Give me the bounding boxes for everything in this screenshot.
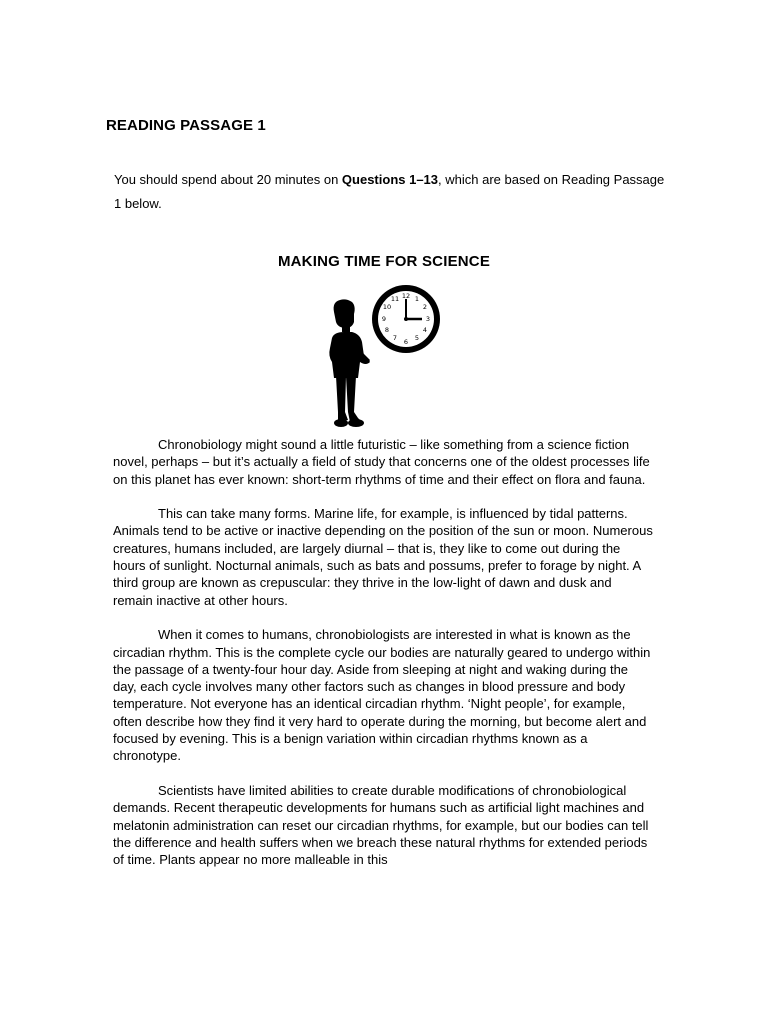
passage-paragraph: When it comes to humans, chronobiologists are interested in what is known as the circadian rhythm. This is the complete cycle our bodies are naturally geared to undergo within the passage of a twenty-four hour day. Aside from sleeping at night and waking during the day, each cycle involves many other factors such as changes in blood pressure and body temperature. Not everyone has an identical circadian rhythm. ‘Night people’, for example, often describe how they find it very hard to operate during the morning, but become alert and focused by evening. This is a benign variation within circadian rhythms known as a chronotype.	[113, 627, 651, 764]
wall-clock-icon	[372, 285, 440, 353]
clock-number: 8	[384, 326, 390, 334]
passage-paragraph: Scientists have limited abilities to create durable modifications of chronobiological demands. Recent therapeutic developments for humans such as artificial light machines and melatonin administration can reset our circadian rhythms, for example, but our bodies can tell the difference and health suffers when we breach these natural rhythms for extended periods of time. Plants appear no more malleable in this	[113, 782, 649, 868]
passage-paragraph: Chronobiology might sound a little futuristic – like something from a science fiction novel, perhaps – but it’s actually a field of study that concerns one of the oldest processes life on this planet has ever known: short-term rhythms of time and their effect on flora and fauna.	[113, 437, 650, 487]
clock-number: 5	[414, 334, 420, 342]
clock-number: 3	[425, 315, 431, 323]
clock-number: 10	[382, 303, 392, 311]
instructions-prefix: You should spend about 20 minutes on	[114, 172, 342, 187]
clock-number: 11	[390, 295, 400, 303]
clock-number: 7	[392, 334, 398, 342]
illustration	[322, 282, 448, 430]
clock-number: 9	[381, 315, 387, 323]
clock-number: 2	[422, 303, 428, 311]
passage-paragraph: This can take many forms. Marine life, for example, is influenced by tidal patterns. Animals tend to be active or inactive depending on the position of the sun or moon. Numerous creatures, humans included, are largely diurnal – that is, they like to come out during the hours of sunlight. Nocturnal animals, such as bats and possums, prefer to forage by night. A third group are known as crepuscular: they thrive in the low-light of dawn and dusk and remain inactive at other hours.	[113, 506, 653, 608]
passage-title: MAKING TIME FOR SCIENCE	[277, 253, 491, 270]
instructions	[114, 168, 674, 215]
clock-number: 4	[422, 326, 428, 334]
instructions-questions: Questions 1–13	[341, 172, 439, 187]
section-heading: READING PASSAGE 1	[106, 117, 266, 134]
clock-number: 12	[401, 292, 411, 300]
clock-number: 1	[414, 295, 420, 303]
person-silhouette-icon	[329, 299, 370, 427]
passage-body	[113, 436, 653, 886]
instructions-suffix: , which are based on Reading Passage 1 below.	[114, 172, 665, 211]
clock-number: 6	[403, 338, 409, 346]
